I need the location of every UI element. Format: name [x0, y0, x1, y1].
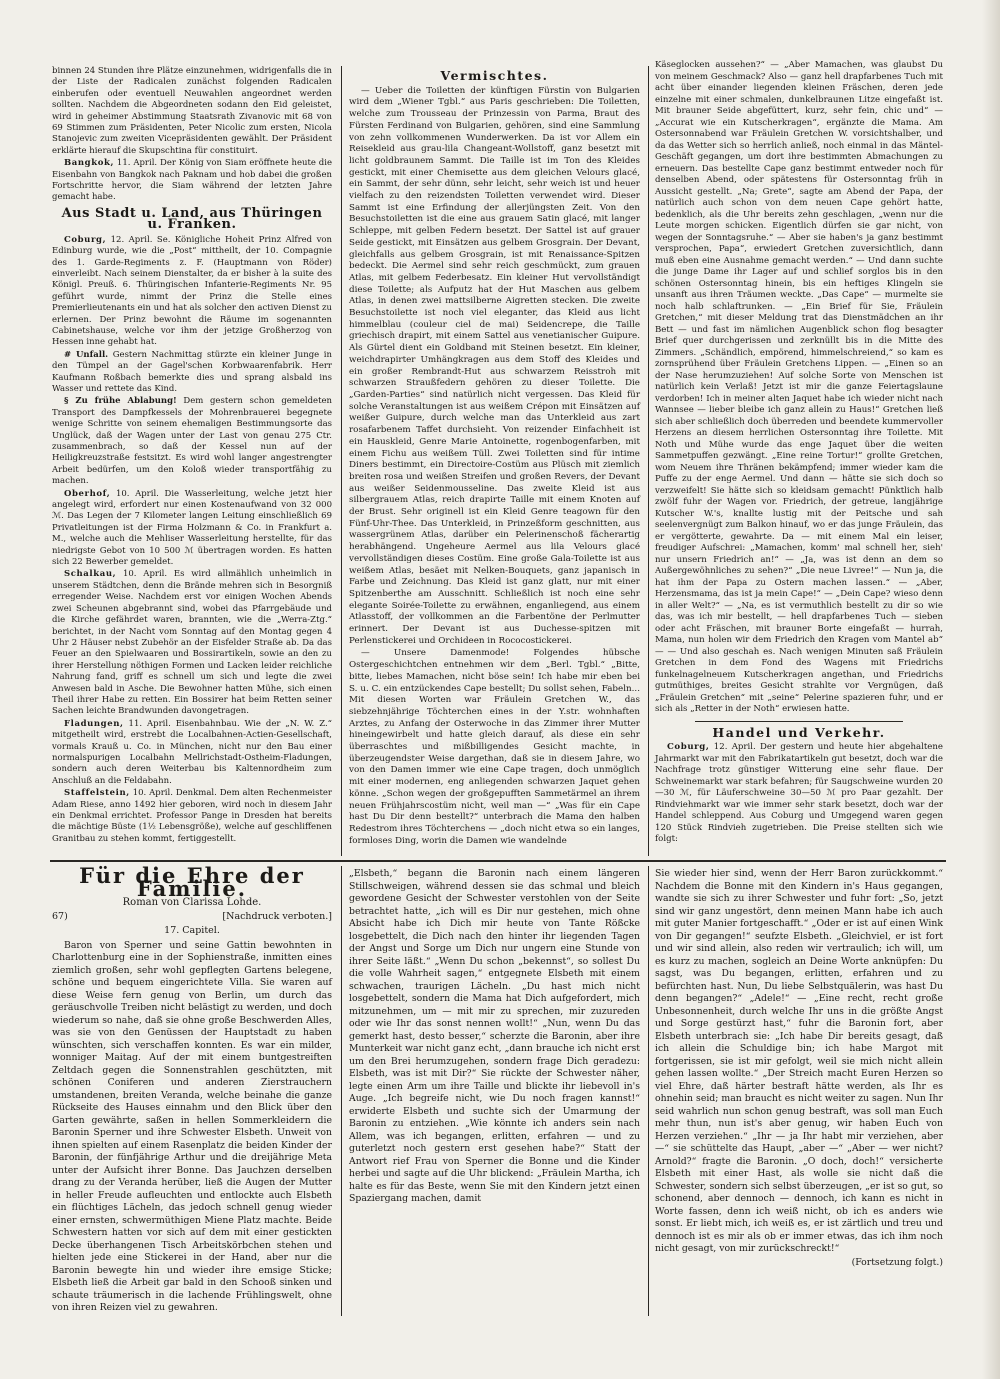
section-rule — [695, 721, 903, 722]
dateline-fladungen: Fladungen, — [64, 718, 124, 729]
novel-text-2: „Elsbeth,“ begann die Baronin nach einem längeren Stillschweigen, während dessen sie das schmal und bleich gewordene Gesicht der Schwester verstohlen von der Seite betrachtet hatte, „ich will es Dir nur gestehen, mich ohne Absicht habe ich Dich mir heute von Tante Rößcke losgebettelt, die Dich nach den hinter ihr liegenden Tagen der Angst und Sorge um Dich nur ungern eine Stunde von ihrer Seite läßt.“ „Wenn Du schon „bekennst“, so sollest Du die volle Wahrheit sagen,“ entgegnete Elsbeth mit einem schwachen, traurigen Lächeln. „Du hast mich nicht losgebettelt, sondern die Mama hat Dich aufgefordert, mich mitzunehmen, um — mit mir zu sprechen, mir zuzureden oder wie Ihr das sonst nennen wollt!“ „Nun, wenn Du das gemerkt hast, desto besser,“ scherzte die Baronin, aber ihre Munterkeit war nicht ganz echt, „dann brauche ich nicht erst um den Brei herumzugehen, sondern frage Dich geradezu: Elsbeth, was ist mit Dir?“ Sie rückte der Schwester näher, legte einen Arm um ihre Taille und blickte ihr liebevoll in's Auge. „Ich begreife nicht, wie Du noch fragen kannst!“ erwiderte Elsbeth und suchte sich der Umarmung der Baronin zu entziehen. „Wie könnte ich anders sein nach Allem, was ich begangen, erlitten, erfahren — und zu guterletzt noch gestern erst gesehen habe?“ Statt der Antwort rief Frau von Sperner die Bonne und die Kinder herbei und sagte auf die Uhr blickend: „Fräulein Martha, ich halte es für das Beste, wenn Sie mit den Kindern jetzt einen Spaziergang machen, damit — [349, 868, 640, 1204]
article-fashion-continued: Käseglocken aussehen?“ — „Aber Mamachen, was glaubst Du von meinem Geschmack? Also — ganz hell drapfarbenes Tuch mit acht über einander liegenden kleinen Fräschen, deren jede einzelne mit einer schmalen, dunkelbraunen Litze eingefaßt ist. Mit brauner Seide abgefüttert, kurz, sehr fein, chic und“ — „Accurat wie ein Kutscherkragen“, ergänzte die Mama. Am Ostersonnabend war Fräulein Gretchen W. vorsichtshalber, und da das Wetter sich so herrlich anließ, noch einmal in das Mäntel-Geschäft gegangen, um dort ihre bestimmten Abmachungen zu erneuern. Das bestellte Cape ganz bestimmt entweder noch für denselben Abend, oder spätestens für Ostersonntag früh in Aussicht gestellt. „Na; Grete“, sagte am Abend der Papa, der natürlich auch schon von dem neuen Cape gehört hatte, bedenklich, als die Uhr bereits zehn geschlagen, „wenn nur die Leute morgen schicken. Eigentlich dürfen sie gar nicht, von wegen der Sonntagsruhe.“ — Aber sie haben's ja ganz bestimmt versprochen, Papa“, erwiedert Gretchen zuversichtlich, dann muß eben eine Ausnahme gemacht werden.“ — Und dann suchte die junge Dame ihr Lager auf und schlief sorglos bis in den schönen Ostersonntag hinein, bis ein heftiges Klingeln sie unsanft aus ihren Träumen weckte. „Das Cape“ — murmelte sie noch halb schlaftrunken. — „Ein Brief für Sie, Fräulein Gretchen,“ mit dieser Meldung trat das Dienstmädchen an ihr Bett — und fast im nämlichen Augenblick schon flog besagter Brief quer durchgerissen und zerknüllt bis in die Mitte des Zimmers. „Schändlich, empörend, himmelschreiend,“ so kam es zornsprühend über Fräulein Gretchens Lippen. — „Einen so an der Nase herumzuziehen! Auf solche Sorte von Menschen ist natürlich kein Verlaß! Jetzt ist mir die ganze Feiertagslaune verdorben! Ich in meiner alten Jaquet habe ich wieder nicht nach Wannsee — lieber bleibe ich ganz allein zu Haus!“ Gretchen ließ sich aber schließlich doch überreden und beendete kummervoller Herzens an diesem herrlichen Ostersonntag ihre Toilette. Mit Noth und Mühe wurde das enge Jaquet über die weiten Sammetpuffen gezwängt. „Eine reine Tortur!“ grollte Gretchen, wom Neuem ihre Thränen bekämpfend; immer wieder kam die Puffe zu der enge Aermel. Und dann — hätte sie sich doch so verzweifelt! Sie hätte sich so kleidsam gemacht! Pünktlich halb zwölf fuhr der Wagen vor. Friedrich, der getreue, langjährige Kutscher W.'s, knallte lustig mit der Peitsche und sah seelenvergnügt zum Balkon hinauf, wo er das junge Fräulein, das er vergötterte, gewahrte. Da — mit einem Mal ein leiser, freudiger Aufschrei: „Mamachen, komm' mal schnell her, sieh' nur unsern Friedrich an!“ — „Ja, was ist denn an dem so Außergewöhnliches zu sehen?“ „Die neue Livree!“ — Nun ja, die hat ihm der Papa zu Ostern machen lassen.“ — „Aber, Herzensmama, das ist ja mein Cape!“ — „Dein Cape? wieso denn in aller Welt?“ — „Na, es ist vermuthlich bestellt zu dir so wie das, was ich mir bestellt, — hell drapfarbenes Tuch — sieben oder acht Fräschen, mit brauner Borte eingefaßt — hurrah, Mama, nun holen wir dem Friedrich den Kragen vom Mantel ab“ — — Und also geschah es. Nach wenigen Minuten saß Fräulein Gretchen in dem Fond des Wagens mit Friedrichs funkelnagelneuem Kutscherkragen angethan, und Friedrichs gutmüthiges, breites Gesicht strahlte vor Vergnügen, daß „Fräulein Gretchen“ mit „seine“ Pelerine spazieren fuhr, und er sich als „Retter in der Noth“ erwiesen hatte. — [655, 60, 943, 714]
article-oberhof-text: 10. April. Die Wasserleitung, welche jetzt hier angelegt wird, erfordert nur einen Kostenaufwand von 32 000 ℳ. Das Legen der 7 Kilometer langen Leitung einschließlich 69 Privatleitungen ist der Firma Holzmann & Co. in Frankfurt a. M., welche auch die Mehliser Wasserleitung herstellte, für das niedrigste Gebot von 10 500 ℳ übertragen worden. Es hatten sich 22 Bewerber gemeldet. — [52, 488, 333, 568]
dateline-coburg: Coburg, — [64, 234, 107, 245]
article-staffelstein-text: 10. April. Denkmal. Dem alten Rechenmeister Adam Riese, anno 1492 hier geboren, wird noch in diesem Jahr ein Denkmal errichtet. Professor Pange in Dresden hat bereits die mächtige Büste (1½ Lebensgröße), welche auf geschliffenen Granitbau zu stehen kommt, fertiggestellt. — [52, 788, 332, 844]
article-bulgaria-toilettes: — Ueber die Toiletten der künftigen Fürstin von Bulgarien wird dem „Wiener Tgbl.“ aus Paris geschrieben: Die Toiletten, welche zum Trousseau der Prinzessin von Parma, Braut des Fürsten Ferdinand von Bulgarien, gehören, sind eine Sammlung von zehn vollkommenen Wunderwerken. Da ist vor Allem ein Reisekleid aus grau-lila Changeant-Wollstoff, ganz besetzt mit licht goldbraunem Sammt. Die Taille ist im Ton des Kleides gestickt, mit einer Chemisette aus dem gleichen Velours glacé, ein Sammt, der sehr dünn, sehr leicht, sehr weich ist und heuer vielfach zu den reizendsten Toiletten verwendet wird. Dieser Sammt ist eine Erfindung der allerjüngsten Zeit. Von den Besuchstoiletten ist die eine aus grauem Satin glacé, mit langer Schleppe, mit gelben Federn besetzt. Der Sattel ist auf grauer Seide gestickt, mit Einsätzen aus gelbem Grosgrain. Der Devant, gleichfalls aus gelbem Grosgrain, ist mit Renaissance-Spitzen bedeckt. Die Aermel sind sehr reich geschmückt, zum grauen Atlas, mit gelbem Federbesatz. Ein kleiner Hut vervollständigt diese Toilette; als Aufputz hat der Hut Maschen aus gelbem Atlas, in denen zwei mattsilberne Aigretten stecken. Die zweite Besuchstoilette ist noch viel eleganter, das Kleid aus licht himmelblau (couleur ciel de mai) Seidencrepe, die Taille griechisch drapirt, mit einem Sattel aus venetianischer Guipure. Als Gürtel dient ein Goldband mit Steinen besetzt. Ein kleiner, weichdrapirter Umhängkragen aus dem Stoff des Kleides und ein großer Rembrandt-Hut aus schwarzem Reisstroh mit schwarzen Straußfedern gehören zu dieser Toilette. Die „Garden-Parties“ sind natürlich nicht vergessen. Das Kleid für solche Veranstaltungen ist aus weißem Crépon mit Einsätzen auf weißer Guipure, durch welche man das Unterkleid aus zart rosafarbenem Taffet durchsieht. Von reizender Einfachheit ist ein Hauskleid, Genre Marie Antoinette, rogenbogenfarben, mit einem Fichu aus weißem Tüll. Zwei Toiletten sind für intime Diners bestimmt, ein Directoire-Costüm aus Plüsch mit ziemlich breiten rosa und weißen Streifen und großen Revers, der Devant aus weißer Seidenmousseline. Das zweite Kleid ist aus silbergrauem Atlas, reich drapirte Taille mit einem Knoten auf der Brust. Sehr originell ist ein Kleid Genre teagown für den Fünf-Uhr-Thee. Das Unterkleid, in Prinzeßform geschnitten, aus wassergrünem Atlas, darüber ein Pelerinenschoß fächerartig herabhängend. Ungeheure Aermel aus lila Velours glacé vervollständigen dieses Costüm. Eine große Gala-Toilette ist aus weißem Atlas, besäet mit Nelken-Bouquets, ganz japanisch in Farbe und Zeichnung. Das Kleid ist ganz glatt, nur mit einer Spitzenberthe am Ausschnitt. Schließlich ist noch eine sehr elegante Soirée-Toilette zu erwähnen, enganliegend, aus einem Atlasstoff, der vollkommen an die Farbentöne der Perlmutter erinnert. Der Devant ist aus Duchesse-spitzen mit Perlenstickerei und Orchideen in Rococostickerei. — [349, 85, 640, 646]
novel-meta — [52, 911, 332, 924]
article-coburg-market-text: 12. April. Der gestern und heute hier abgehaltene Jahrmarkt war mit den Fabrikatartikeln gut besetzt, doch war die Nachfrage trotz günstiger Witterung eine sehr flaue. Der Schweinemarkt war stark befahren; für Saugschweine wurden 20—30 ℳ, für Läuferschweine 30—50 ℳ pro Paar gezahlt. Der Rindviehmarkt war wie immer sehr stark besetzt, doch war der Handel schleppend. Aus Coburg und Umgegend waren gegen 120 Stück Rindvieh zugetrieben. Die Preise stellten sich wie folgt: — [655, 742, 943, 844]
feuilleton-column-1 — [52, 863, 332, 1316]
chapter-heading: 17. Capitel. — [164, 925, 220, 936]
continuation-notice: (Fortsetzung folgt.) — [851, 1256, 943, 1268]
column-divider-1 — [341, 66, 342, 856]
article-skupschtina: binnen 24 Stunden ihre Plätze einzunehmen, widrigenfalls die in der Liste der Radicalen zunächst folgenden Radicalen einberufen oder eventuell Neuwahlen angeordnet werden sollten. Nachdem die Abgeordneten sodann den Eid geleistet, wird in geheimer Abstimmung Staatsrath Zivanovic mit 68 von 69 Stimmen zum Präsidenten, Peter Nicolic zum ersten, Nicola Stanojevic zum zweiten Vicepräsidenten gewählt. Der Präsident erklärte hierauf die Skupschtina für constituirt. — [52, 66, 332, 156]
dateline-staffelstein: Staffelstein, — [64, 788, 130, 799]
article-unloading — [52, 396, 332, 487]
dateline-oberhof: Oberhof, — [64, 488, 111, 499]
subhead-accident: # Unfall. — [64, 349, 109, 360]
novel-text-1: Baron von Sperner und seine Gattin bewohnten in Charlottenburg eine in der Sophienstraße, inmitten eines ziemlich großen, sehr wohl gepflegten Gartens belegene, schöne und bequem eingerichtete Villa. Sie waren auf diese Weise fern genug von Berlin, um durch das geräuschvolle Treiben nicht belästigt zu werden, und doch wiederum so nahe, daß sie ohne große Beschwerden Alles, was sie von den Genüssen der Hauptstadt zu haben wünschten, sich verschaffen konnten. Es war ein milder, wonniger Maitag. Auf der mit einem buntgestreiften Zeltdach gegen die Sonnenstrahlen geschützten, mit schönen Coniferen und anderen Zierstrauchern umstandenen, breiten Veranda, welche beinahe die ganze Rückseite des Hauses einnahm und den Blick über den Garten gewährte, saßen in hellen Sommerkleidern die Baronin Sperner und ihre Schwester Elsbeth. Unweit von ihnen spielten auf einem Rasenplatz die beiden Kinder der Baronin, der fünfjährige Arthur und die dreijährige Meta unter der Aufsicht ihrer Bonne. Das Jauchzen derselben drang zu der Veranda herüber, ließ die Augen der Mutter in heller Freude aufleuchten und entlockte auch Elsbeth ein flüchtiges Lächeln, das jedoch schnell genug wieder einer ernsten, schwermüthigen Miene Platz machte. Beide Schwestern hatten vor sich auf dem mit einer gestickten Decke überhangenen Tisch Arbeitskörbchen stehen und hielten jede eine Stickerei in der Hand, aber nur die Baronin bewegte hin und wieder ihre emsige Sticke; Elsbeth ließ die Arbeit gar bald in den Schooß sinken und schaute träumerisch in die lachende Frühlingswelt, ohne von ihren Reizen viel zu gewahren. — [52, 939, 332, 1313]
scan-edge — [982, 0, 1000, 1379]
section-heading-local: Aus Stadt u. Land, aus Thüringen u. Franken. — [61, 205, 323, 233]
column-3 — [655, 60, 943, 847]
article-unloading-text: Dem gestern schon gemeldeten Transport des Dampfkessels der Mohrenbrauerei begegnete wenige Schritte von seinem ehemaligen Bestimmungsorte das Unglück, daß der Wagen unter der Last von genau 275 Ctr. zusammenbrach, so daß der Kessel nun auf der Heiligkreuzstraße festsitzt. Es wird wohl langer angestrengter Arbeit bedürfen, um den Koloß wieder transportfähig zu machen. — [52, 396, 332, 487]
article-coburg-prince-text: 12. April. Se. Königliche Hoheit Prinz Alfred von Edinburg wurde, wie die „Post“ mittheilt, der 10. Compagnie des 1. Garde-Regiments z. F. (Hauptmann von Röder) einverleibt. Nach seinem Dienstalter, da er bisher à la suite des Königl. Preuß. 6. Thüringischen Infanterie-Regiments Nr. 95 geführt wurde, nimmt der Prinz die Stelle eines Premierlieutenants ein und hat als solcher den activen Dienst zu erlernen. Der Prinz bewohnt die Räume im sogenannten Cabinetshause, welche vor ihm der jetzige Großherzog von Hessen inne gehabt hat. — [52, 234, 332, 348]
article-ladies-fashion: — Unsere Damenmode! Folgendes hübsche Ostergeschichtchen entnehmen wir dem „Berl. Tgbl.“ „Bitte, bitte, liebes Mamachen, nicht böse sein! Ich habe mir eben bei S. u. C. ein entzückendes Cape bestellt; Du sollst sehen, Fabeln... Mit diesen Worten war Fräulein Gretchen W., das siebzehnjährige Töchterchen eines in der Y.str. wohnhaften Arztes, zu Anfang der Osterwoche in das Zimmer ihrer Mutter hineingewirbelt und hatte gleich darauf, als diese ein sehr überraschtes und mißbilligendes Gesicht machte, in überzeugendster Weise dargethan, daß sie in diesem Jahre, wo von den Damen immer wie eine Cape tragen, doch unmöglich mit einer modernen, eng anliegenden schwarzen Jaquet gehen könne. „Schon wegen der großgepufften Sammetärmel an ihrem neuen Frühjahrscostüm nicht, weil man —“ „Was für ein Cape hast Du Dir denn bestellt?“ unterbrach die Mama den halben Redestrom ihres Töchterchens — „doch nicht etwa so ein langes, formloses Ding, worin die Damen wie wandelnde — [349, 648, 640, 846]
reprint-notice: [Nachdruck verboten.] — [222, 910, 332, 922]
article-coburg-prince — [52, 235, 332, 349]
article-schalkau — [52, 569, 332, 717]
article-accident-text: Gestern Nachmittag stürzte ein kleiner Junge in den Tümpel an der Gagel'schen Korbwaarenfabrik. Herr Kaufmann Roßbach bemerkte dies und sprang alsbald ins Wasser und rettete das Kind. — [52, 349, 332, 394]
article-coburg-market — [655, 742, 943, 846]
dateline-coburg-market: Coburg, — [667, 742, 710, 752]
article-fladungen-text: 11. April. Eisenbahnbau. Wie der „N. W. Z.“ mitgetheilt wird, erstrebt die Localbahnen-Actien-Gesellschaft, vormals Krauß u. Co. in München, nicht nur den Bau einer normalspurigen Localbahn Mellrichstadt-Ostheim-Fladungen, sondern auch deren Weiterbau bis Kaltennordheim zum Anschluß an die Feldabahn. — [52, 718, 332, 786]
column-1 — [52, 66, 332, 846]
article-oberhof — [52, 489, 332, 569]
feuilleton-divider-2 — [648, 866, 649, 1316]
column-divider-2 — [648, 66, 649, 856]
novel-author: Roman von Clarissa Lohde. — [122, 897, 262, 908]
article-schalkau-text: 10. April. Es wird allmählich unheimlich in unserem Städtchen, denn die Brände mehren sich in Besorgniß erregender Weise. Nachdem erst vor einigen Wochen Abends zwei Scheunen abgebrannt sind, wobei das Pfarrgebäude und die Kirche gefährdet waren, brannten, wie die „Werra-Ztg.“ berichtet, in der Nacht vom Sonntag auf den Montag gegen 4 Uhr 2 Häuser nebst Zubehör an der Eisfelder Straße ab. Da das Feuer an den Spielwaaren und Bossirartikeln, sowie an den zu ihrer Herstellung nöthigen Formen und Lacken leider reichliche Nahrung fand, griff es schnell um sich und legte die zwei Anwesen bald in Asche. Die Bewohner hatten Mühe, sich einen Theil ihrer Habe zu retten. Ein Bossirer hat beim Retten seiner Sachen leichte Brandwunden davongetragen. — [52, 569, 333, 717]
installment-number: 67) — [52, 910, 68, 922]
section-heading-miscellaneous: Vermischtes. — [440, 68, 549, 83]
feuilleton-column-3 — [655, 868, 943, 1270]
dateline-bangkok: Bangkok, — [64, 158, 115, 169]
subhead-unloading: § Zu frühe Ablabung! — [64, 396, 177, 407]
section-heading-trade: Handel und Verkehr. — [712, 724, 886, 740]
article-fladungen — [52, 719, 332, 787]
novel-text-3: Sie wieder hier sind, wenn der Herr Baron zurückkommt.“ Nachdem die Bonne mit den Kindern in's Haus gegangen, wandte sie sich zu ihrer Schwester und fuhr fort: „So, jetzt sind wir ganz ungestört, denn meinen Mann habe ich auch mit guter Manier fortgeschafft.“ „Oder er ist auf einen Wink von Dir gegangen!“ seufzte Elsbeth. „Gleichviel, er ist fort und wir sind allein, also reden wir vertraulich; ich will, um es kurz zu machen, sogleich an Deine Worte anknüpfen: Du sagst, was Du begangen, erlitten, erfahren und zu befürchten hast. Nun, Du liebe Selbstquälerin, was hast Du denn begangen?“ „Adele!“ — „Eine recht, recht große Unbesonnenheit, durch welche Ihr uns in die größte Angst und Sorge gestürzt hast,“ fuhr die Baronin fort, aber Elsbeth unterbrach sie: „Ich habe Dir bereits gesagt, daß ich allein die Schuldige bin; ich habe Margot mit fortgerissen, sie ist mir gefolgt, weil sie mich nicht allein gehen lassen wollte.“ „Der Streich macht Euren Herzen so viel Ehre, daß härter bestraft hätte werden, als Ihr es ohnehin seid; man braucht es nicht weiter zu sagen. Nun Ihr seid wahrlich nun schon genug bestraft, was soll man Euch mehr thun, nun ist's aber genug, wir haben Euch von Herzen verziehen.“ „Ihr — ja Ihr habt mir verziehen, aber —“ sie schüttelte das Haupt, „aber —“ „Aber — wer nicht? Arnold?“ fragte die Baronin. „O doch, doch!“ versicherte Elsbeth mit einer Hast, als wolle sie nicht daß die Schwester, sondern sich selbst überzeugen, „er ist so gut, so schonend, aber dennoch — dennoch, ich kann es nicht in Worte fassen, denn ich weiß nicht, ob ich es anders wie sonst. Er liebt mich, ich weiß es, er ist zärtlich und treu und dennoch ist es mir als ob er immer etwas, das ich ihm noch nicht gesagt, von mir zurückschreckt!“ — [655, 868, 943, 1254]
feuilleton-divider — [50, 860, 946, 862]
article-staffelstein — [52, 788, 332, 845]
feuilleton-divider-1 — [341, 866, 342, 1316]
article-bangkok — [52, 158, 332, 204]
novel-title: Für die Ehre der Familie. — [79, 863, 305, 901]
dateline-schalkau: Schalkau, — [64, 569, 117, 580]
article-bangkok-text: 11. April. Der König von Siam eröffnete heute die Eisenbahn von Bangkok nach Paknam und hob dabei die großen Fortschritte hervor, die Siam während der letzten Jahre gemacht habe. — [52, 158, 332, 203]
column-2 — [349, 66, 640, 848]
article-accident — [52, 350, 332, 396]
feuilleton-column-2 — [349, 868, 640, 1207]
